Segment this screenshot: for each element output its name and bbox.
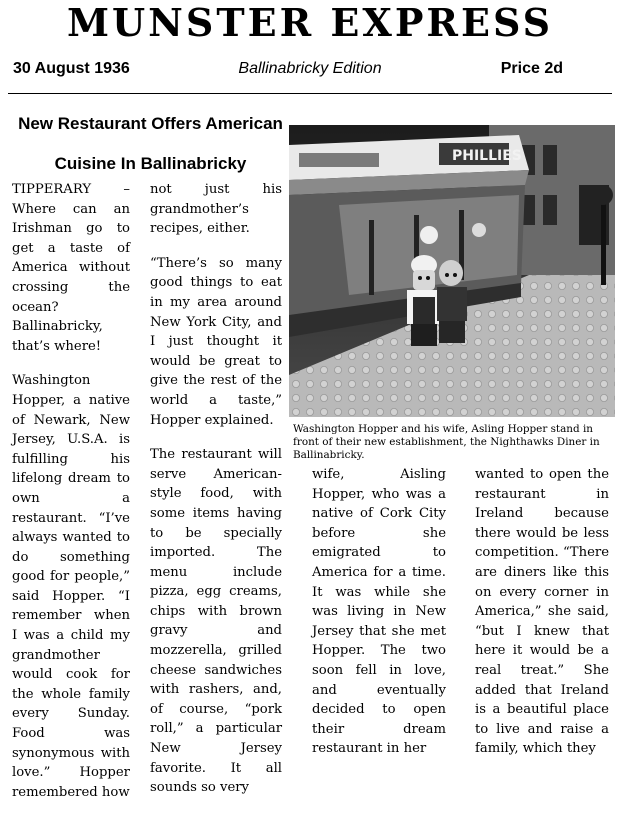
paragraph: The restaurant will serve American-style food, with some items having to be specially imported. The menu include pizza, egg creams, chips with brown gravy and mozzerella, grilled cheese sandwiches with rashers, and, of course, “pork roll,” a particular New Jersey favorite. It all sounds so very bbox=[150, 447, 282, 796]
article-column-1 bbox=[12, 180, 130, 817]
paragraph: Washington Hopper, a native of Newark, New Jersey, U.S.A. is fulfilling his lifelong dream to own a restaurant. “I’ve always wanted to do something good for people,” said Hopper. “I remember when I was a child my grandmother would cook for the whole family every Sunday. Food was synonymous with love.” Hopper remembered how bbox=[12, 373, 130, 800]
article-column-2 bbox=[150, 180, 282, 813]
headline-line-1: New Restaurant Offers American bbox=[18, 114, 283, 133]
article-column-3 bbox=[312, 465, 446, 774]
dateline bbox=[13, 58, 607, 84]
minifig-washington bbox=[407, 255, 441, 346]
edition-name: Ballinabricky Edition bbox=[238, 60, 382, 77]
paragraph: wife, Aisling Hopper, who was a native of Cork City before she emigrated to America for a time. It was while she was living in New Jersey that she met Hopper. The two soon fell in love, and eventually decided to open their dream restaurant in her bbox=[312, 467, 446, 757]
photo-caption: Washington Hopper and his wife, Asling Hopper stand in front of their new establishment, the Nighthawks Diner in Ballinabricky. bbox=[293, 423, 600, 461]
paragraph: wanted to open the restaurant in Ireland because there would be less competition. “There are diners like this on every corner in America,” she said, “but I knew that here it would be a real treat.” She added that Ireland is a beautiful place to live and raise a family, which they bbox=[475, 467, 609, 757]
paragraph: “There’s so many good things to eat in my area around New York City, and I just thought it would be great to give the rest of the world a taste,” Hopper explained. bbox=[150, 255, 282, 428]
photo-sign-text: PHILLIES bbox=[452, 148, 522, 164]
paragraph: not just his grandmother’s recipes, either. bbox=[150, 182, 282, 237]
article-column-4 bbox=[475, 465, 609, 774]
issue-price: Price 2d bbox=[500, 60, 563, 77]
paragraph: TIPPERARY – Where can an Irishman go to get a taste of America without crossing the ocean? Ballinabricky, that’s where! bbox=[12, 182, 130, 354]
header-rule bbox=[8, 93, 612, 94]
headline-line-2: Cuisine In Ballinabricky bbox=[54, 154, 247, 173]
diner-photo-image bbox=[289, 125, 615, 417]
article-photo bbox=[289, 125, 615, 417]
article-headline bbox=[8, 108, 293, 180]
masthead-title: MUNSTER EXPRESS bbox=[66, 0, 554, 45]
issue-date: 30 August 1936 bbox=[13, 60, 130, 77]
minifig-aisling bbox=[437, 260, 467, 343]
